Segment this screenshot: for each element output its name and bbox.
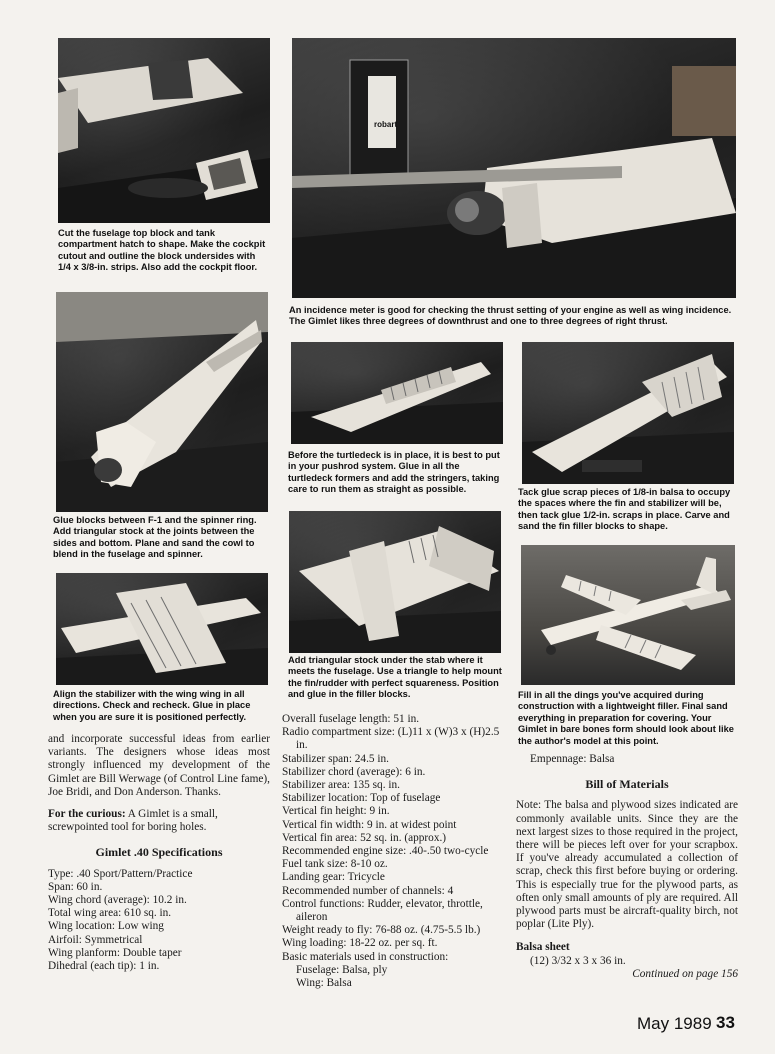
spec-wing-location: Wing location: Low wing [48, 920, 164, 933]
spec-engine-size: Recommended engine size: .40-.50 two-cycle [282, 845, 489, 858]
spec-channels: Recommended number of channels: 4 [282, 884, 454, 897]
curious-paragraph [48, 808, 270, 834]
caption-stabilizer-alignment: Align the stabilizer with the wing wing in all directions. Check and recheck. Glue in place when you are sure it is positioned perfectly. [53, 689, 251, 722]
balsa-item: (12) 3/32 x 3 x 36 in. [530, 954, 626, 967]
spec-type: Type: .40 Sport/Pattern/Practice [48, 867, 193, 880]
caption-fin-filler: Tack glue scrap pieces of 1/8-in balsa to occupy the spaces where the fin and stabilizer will be, then tack glue 1/2-in. scraps in place. Carve and sand the fin filler blocks to shape. [518, 487, 731, 532]
caption-turtledeck: Before the turtledeck is in place, it is best to put in your pushrod system. Glue in all the turtledeck formers and add the stringers, taking care to run them as straight as possible. [288, 450, 500, 495]
photo-fin-filler [522, 342, 734, 484]
page-number: 33 [716, 1013, 735, 1032]
photo-stabilizer-alignment [56, 573, 268, 685]
spec-fin-area: Vertical fin area: 52 sq. in. (approx.) [282, 831, 447, 844]
photo-stab-stock [289, 511, 501, 653]
caption-stab-stock: Add triangular stock under the stab where it meets the fuselage. Use a triangle to help mount the fin/rudder with perfect squareness. Position and glue in the filler blocks. [288, 655, 502, 700]
left-text-column [48, 733, 270, 973]
photo-bare-bones-model [521, 545, 735, 685]
spec-basic-materials: Basic materials used in construction: [282, 950, 449, 963]
middle-text-column [282, 713, 508, 990]
material-fuselage: Fuselage: Balsa, ply [296, 963, 388, 976]
caption-cowl-blocks: Glue blocks between F-1 and the spinner ring. Add triangular stock at the joints between the sides and bottom. Plane and sand the cowl to blend in the fuselage and spinner. [53, 515, 257, 560]
curious-text: A Gimlet is a small, screwpointed tool for boring holes. [48, 808, 218, 834]
spec-wing-loading: Wing loading: 18-22 oz. per sq. ft. [282, 937, 438, 950]
spec-wing-planform: Wing planform: Double taper [48, 946, 182, 959]
caption-incidence-meter: An incidence meter is good for checking the thrust setting of your engine as well as wing incidence. The Gimlet likes three degrees of downthrust and one to three degrees of right thrust. [289, 305, 732, 327]
spec-stab-span: Stabilizer span: 24.5 in. [282, 752, 389, 765]
spec-control-functions: Control functions: Rudder, elevator, throttle, aileron [282, 897, 483, 924]
spec-weight: Weight ready to fly: 76-88 oz. (4.75-5.5 lb.) [282, 924, 481, 937]
spec-stab-chord: Stabilizer chord (average): 6 in. [282, 765, 426, 778]
spec-fuselage-length: Overall fuselage length: 51 in. [282, 713, 420, 725]
right-text-column [516, 753, 738, 981]
spec-airfoil: Airfoil: Symmetrical [48, 933, 143, 946]
material-wing: Wing: Balsa [296, 977, 352, 990]
spec-stab-area: Stabilizer area: 135 sq. in. [282, 779, 400, 792]
bom-note: Note: The balsa and plywood sizes indicated are commonly available units. Since they are the next largest sizes to those required in the project, there will be pieces left over for your scrapbox. If you've already accumulated a collection of scrap, check this first before buying or ordering. This is especially true for the plywood parts, as often only small amounts of ply are required. All plywood parts must be aircraft-quality birch, not poplar (Lite Ply). [516, 799, 738, 931]
bom-heading: Bill of Materials [585, 777, 669, 792]
spec-fin-height: Vertical fin height: 9 in. [282, 805, 390, 818]
continued-note: Continued on page 156 [632, 967, 738, 980]
spec-wing-chord: Wing chord (average): 10.2 in. [48, 894, 187, 907]
photo-fuselage-top-block [58, 38, 270, 223]
intro-paragraph: and incorporate successful ideas from earlier variants. The designers whose ideas most strongly influenced my development of the Gimlet are Bill Werwage (of Control Line fame), Joe Bridi, and Don Anderson. Thanks. [48, 733, 270, 798]
spec-landing-gear: Landing gear: Tricycle [282, 871, 385, 884]
caption-fuselage-top-block: Cut the fuselage top block and tank compartment hatch to shape. Make the cockpit cutout and outline the block undersides with 1/4 x 3/8-in. strips. Also add the cockpit floor. [58, 228, 266, 273]
spec-span: Span: 60 in. [48, 880, 103, 893]
spec-heading: Gimlet .40 Specifications [95, 845, 223, 860]
photo-incidence-meter [292, 38, 736, 298]
meter-brand-label: robart [374, 120, 398, 129]
curious-lead: For the curious: [48, 808, 126, 821]
material-empennage: Empennage: Balsa [530, 753, 615, 765]
spec-radio-compartment: Radio compartment size: (L)11 x (W)3 x (H)2.5 in. [282, 726, 500, 752]
balsa-heading: Balsa sheet [516, 941, 570, 954]
photo-turtledeck [291, 342, 503, 444]
spec-stab-location: Stabilizer location: Top of fuselage [282, 792, 441, 805]
spec-dihedral: Dihedral (each tip): 1 in. [48, 960, 160, 973]
issue-date: May 1989 [637, 1014, 712, 1033]
caption-bare-bones-model: Fill in all the dings you've acquired during construction with a lightweight filler. Final sand everything in preparation for covering. Your Gimlet in bare bones form should look about like the author's model at this point. [518, 690, 734, 746]
photo-cowl-blocks [56, 292, 268, 512]
spec-fuel-tank: Fuel tank size: 8-10 oz. [282, 858, 388, 871]
spec-fin-width: Vertical fin width: 9 in. at widest point [282, 818, 457, 831]
spec-wing-area: Total wing area: 610 sq. in. [48, 907, 172, 920]
